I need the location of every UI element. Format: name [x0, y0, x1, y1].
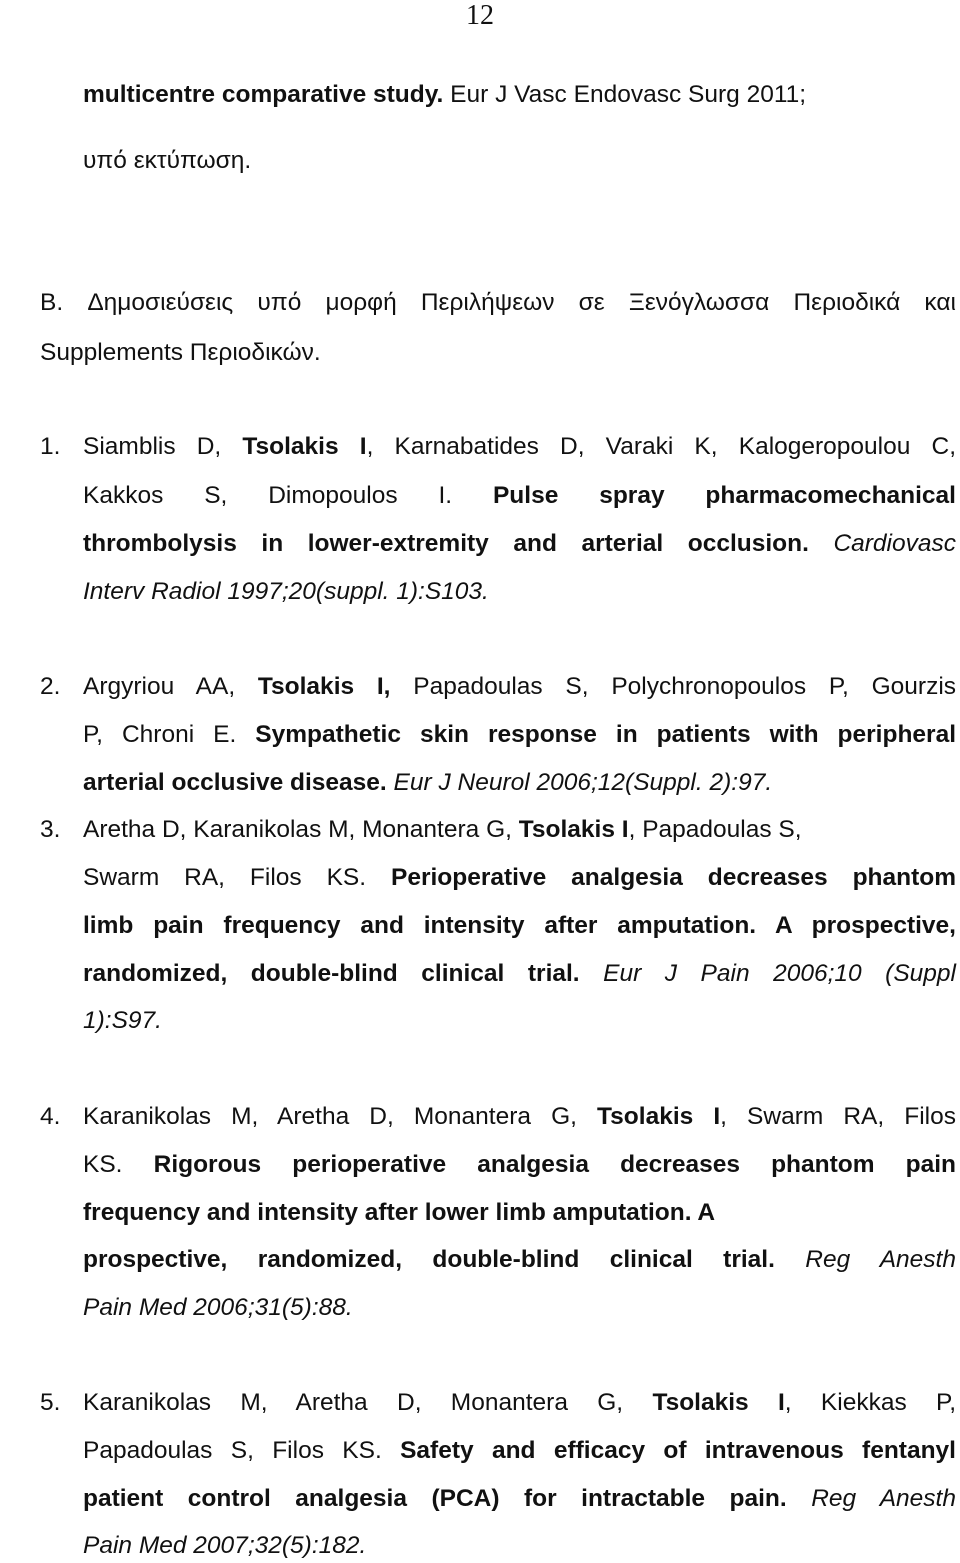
reference-line — [83, 718, 956, 752]
reference-line — [83, 1148, 956, 1182]
author-highlight: Tsolakis I, — [257, 673, 391, 700]
authors: , Papadoulas S, — [628, 816, 802, 843]
reference-line — [83, 1434, 956, 1468]
journal-citation: Interv Radiol 1997;20(suppl. 1):S103. — [83, 578, 489, 605]
reference-line — [83, 813, 802, 847]
reference-line — [83, 479, 956, 513]
authors: Aretha D, Karanikolas M, Monantera G, — [83, 816, 519, 843]
article-title: randomized, double-blind clinical trial. — [83, 960, 580, 987]
reference-line — [83, 957, 956, 991]
authors: Argyriou AA, — [83, 673, 258, 700]
authors: Siamblis D, — [83, 433, 243, 460]
section-heading-line-2: Supplements Περιοδικών. — [40, 339, 321, 366]
article-title: Perioperative analgesia decreases phantom — [391, 864, 957, 891]
authors: Kakkos S, Dimopoulos I. — [83, 482, 493, 509]
journal-citation: Eur J Neurol 2006;12(Suppl. 2):97. — [386, 769, 773, 796]
reference-line — [83, 670, 956, 704]
authors: Swarm RA, Filos KS. — [83, 864, 391, 891]
authors: , Swarm RA, Filos — [720, 1103, 956, 1130]
article-title: thrombolysis in lower-extremity and arterial occlusion. — [83, 530, 809, 557]
article-title: Rigorous perioperative analgesia decreases phantom pain — [153, 1151, 956, 1178]
section-heading-line-1: B. Δημοσιεύσεις υπό μορφή Περιλήψεων σε Ξενόγλωσσα Περιοδικά και — [40, 289, 956, 316]
author-highlight: Tsolakis I — [242, 433, 367, 460]
reference-number: 4. — [40, 1103, 61, 1130]
authors: , Kiekkas P, — [784, 1389, 957, 1416]
continuation-journal: Eur J Vasc Endovasc Surg 2011; — [443, 81, 807, 108]
reference-number: 1. — [40, 433, 61, 460]
author-highlight: Tsolakis I — [652, 1389, 785, 1416]
article-title: prospective, randomized, double-blind clinical trial. — [83, 1246, 775, 1273]
authors: Papadoulas S, Polychronopoulos P, Gourzis — [390, 673, 957, 700]
journal-citation: 1):S97. — [83, 1007, 162, 1034]
continuation-title: multicentre comparative study. — [83, 81, 444, 108]
reference-line — [83, 766, 772, 800]
reference-number: 2. — [40, 673, 61, 700]
authors: Karanikolas M, Aretha D, Monantera G, — [83, 1103, 598, 1130]
authors: P, Chroni E. — [83, 721, 256, 748]
reference-number: 5. — [40, 1389, 61, 1416]
article-title: patient control analgesia (PCA) for intractable pain. — [83, 1485, 787, 1512]
reference-line — [83, 430, 956, 464]
author-highlight: Tsolakis I — [597, 1103, 721, 1130]
journal-citation: Reg Anesth — [786, 1485, 956, 1512]
journal-citation: Cardiovasc — [808, 530, 957, 557]
authors: Papadoulas S, Filos KS. — [83, 1437, 401, 1464]
reference-line — [83, 1243, 956, 1277]
reference-line — [83, 1100, 956, 1134]
journal-citation: Eur J Pain 2006;10 (Suppl — [579, 960, 956, 987]
continuation-line-1 — [83, 78, 806, 112]
article-title: arterial occlusive disease. — [83, 769, 387, 796]
journal-citation: Pain Med 2006;31(5):88. — [83, 1294, 353, 1321]
continuation-status: υπό εκτύπωση. — [83, 147, 252, 174]
reference-line — [83, 527, 956, 561]
article-title: frequency and intensity after lower limb amputation. A — [83, 1199, 716, 1226]
author-highlight: Tsolakis I — [518, 816, 629, 843]
journal-citation: Reg Anesth — [774, 1246, 956, 1273]
authors: KS. — [83, 1151, 154, 1178]
article-title: limb pain frequency and intensity after amputation. A prospective, — [83, 912, 956, 939]
article-title: Pulse spray pharmacomechanical — [492, 482, 956, 509]
page-number: 12 — [466, 0, 494, 31]
reference-line — [83, 1386, 956, 1420]
journal-citation: Pain Med 2007;32(5):182. — [83, 1532, 367, 1559]
authors: , Karnabatides D, Varaki K, Kalogeropoulou C, — [366, 433, 957, 460]
article-title: Safety and efficacy of intravenous fentanyl — [400, 1437, 956, 1464]
article-title: Sympathetic skin response in patients with peripheral — [255, 721, 956, 748]
authors: Karanikolas M, Aretha D, Monantera G, — [83, 1389, 653, 1416]
reference-line — [83, 1482, 956, 1516]
reference-line — [83, 861, 956, 895]
reference-number: 3. — [40, 816, 61, 843]
